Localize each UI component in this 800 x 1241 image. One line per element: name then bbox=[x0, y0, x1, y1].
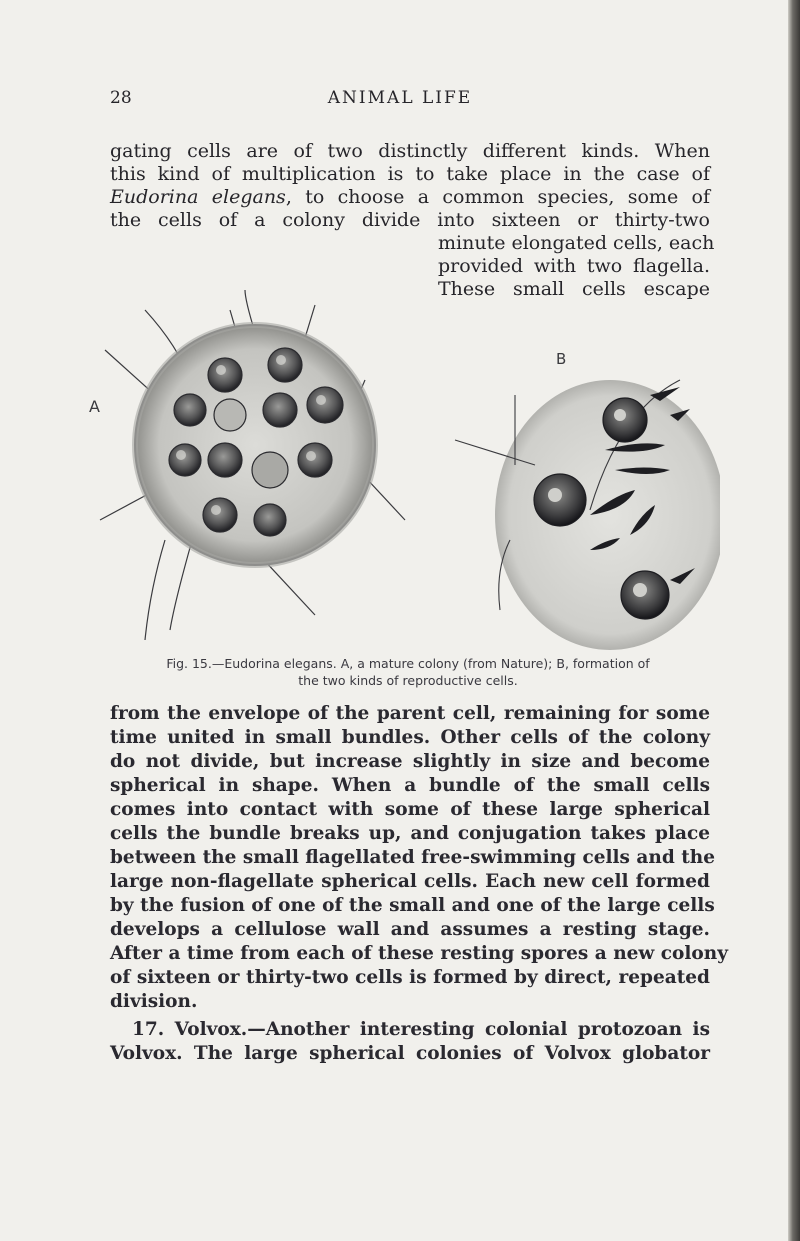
figure-b-reproductive-cells bbox=[440, 340, 720, 650]
section-heading-line: 17. Volvox.—Another interesting colonial protozoan is bbox=[132, 1019, 710, 1040]
page-edge-shadow bbox=[788, 0, 800, 1241]
text-line: These small cells escape bbox=[438, 278, 710, 300]
text-line: cells the bundle breaks up, and conjugation takes place bbox=[110, 823, 710, 844]
text-line: this kind of multiplication is to take place in the case of bbox=[110, 163, 710, 185]
text-line: from the envelope of the parent cell, remaining for some bbox=[110, 703, 710, 724]
figure-a-mature-colony bbox=[85, 270, 425, 650]
text-line: comes into contact with some of these large spherical bbox=[110, 799, 710, 820]
caption-line-1: Fig. 15.—Eudorina elegans. A, a mature colony (from Nature); B, formation of bbox=[166, 656, 650, 671]
page-header bbox=[0, 88, 800, 118]
running-head: ANIMAL LIFE bbox=[327, 88, 473, 108]
text-line: by the fusion of one of the small and one of the large cells bbox=[110, 895, 715, 916]
text-line: time united in small bundles. Other cells of the colony bbox=[110, 727, 710, 748]
figure-caption bbox=[98, 655, 718, 689]
text-line: Volvox. The large spherical colonies of Volvox globator bbox=[110, 1043, 710, 1064]
figure-label-b: B bbox=[556, 350, 567, 368]
text-line: of sixteen or thirty-two cells is formed by direct, repeated bbox=[110, 967, 710, 988]
text-line: do not divide, but increase slightly in size and become bbox=[110, 751, 710, 772]
page-number: 28 bbox=[110, 88, 132, 108]
text-line: between the small flagellated free-swimming cells and the bbox=[110, 847, 715, 868]
text-line: After a time from each of these resting spores a new colony bbox=[110, 943, 728, 964]
caption-line-2: the two kinds of reproductive cells. bbox=[298, 673, 518, 688]
text-line: gating cells are of two distinctly different kinds. When bbox=[110, 140, 710, 162]
text-line: Eudorina elegans, to choose a common species, some of bbox=[110, 186, 710, 208]
text-line: division. bbox=[110, 991, 198, 1012]
text-line: spherical in shape. When a bundle of the small cells bbox=[110, 775, 710, 796]
text-line: the cells of a colony divide into sixteen or thirty-two bbox=[110, 209, 710, 231]
text-line: large non-flagellate spherical cells. Each new cell formed bbox=[110, 871, 710, 892]
text-line: minute elongated cells, each bbox=[438, 232, 715, 254]
text-line: provided with two flagella. bbox=[438, 255, 710, 277]
text-line: develops a cellulose wall and assumes a resting stage. bbox=[110, 919, 710, 940]
figure-label-a: A bbox=[89, 397, 100, 416]
